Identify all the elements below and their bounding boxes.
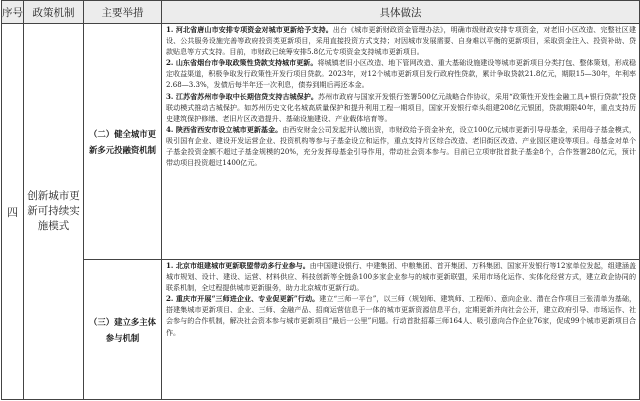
detail-item-body: 苏州市政府与国家开发银行签署500亿元战略合作协议，采用“政策性开发性金融工具+银行贷款”投贷联动模式推动古城保护。如苏州历史文化名城高质量保护和提升利用工程一期项目，国家开发银行牵头组建208亿元银团，贷款期限40年，重点支持历史建筑保护修缮、老旧片区改造提升、基础设施建设、产业载体培育等。 [166, 91, 637, 123]
detail-item-title: 2. 山东省烟台市争取政策性贷款支持城市更新。 [166, 58, 318, 68]
table-row [2, 260, 640, 400]
measure-multi-party: （三）建立多主体参与机制 [84, 260, 162, 400]
policy-mechanism: 创新城市更新可持续实施模式 [24, 24, 84, 400]
detail-item-body: 将城镇老旧小区改造、地下管网改造、重大基础设施建设等城市更新项目分类打包、整体策划，形成稳定收益渠道，积极争取发行政策性开发行项目贷款。2023年，对12个城市更新项目发行政府性贷款，累计争取贷款21.8亿元，期限15—30年，年利率2.68—3.3%，发债后每半年还一次利息，债券到期后再还本金。 [166, 58, 636, 90]
detail-item-title: 1. 河北省唐山市安排专项资金对城市更新给予支持。 [166, 25, 333, 34]
detail-item-title: 4. 陕西省西安市设立城市更新基金。 [166, 124, 283, 134]
detail-item-title: 2. 重庆市开展“三师进企业、专业促更新”行动。 [166, 294, 320, 304]
detail-item-title: 3. 江苏省苏州市争取中长期信贷支持古城保护。 [166, 91, 318, 101]
detail-item [166, 260, 636, 293]
detail-item [166, 124, 636, 168]
header-detail: 具体做法 [162, 1, 640, 24]
detail-item-title: 1. 北京市组建城市更新联盟带动多行业参与。 [166, 261, 310, 270]
table-row [2, 24, 640, 260]
header-no: 序号 [2, 1, 24, 24]
detail-item-body: 由中国建设银行、中建集团、中粮集团、首开集团、万科集团、国家开发银行等12家单位发起，组建涵盖城市规划、设计、建设、运营、材料供应、科技创新等全链条100多家企业参与的城市更新联盟，采用市场化运作、实体化经营方式，建立政企协同的联系机制，全过程提供城市更新服务，助力北京城市更新行动。 [166, 261, 636, 293]
detail-item-body: 由西安财金公司发起并认缴出资，市财政给予资金补充，设立100亿元城市更新引导母基金，采用母子基金模式，吸引国有企业、建设开发运营企业、投资机构等参与子基金设立和运作，重点支持片区综合改造、老旧街区改造、产业园区建设等项目。母基金对单个子基金投资金额不超过子基金规模的20%，充分发挥母基金引导作用，带动社会资本参与。目前已立项审批首批子基金8个，合作签署280亿元，预计带动项目投资超过1400亿元。 [166, 124, 636, 168]
detail-item [166, 91, 636, 124]
table-header-row [2, 1, 640, 24]
detail-item [166, 24, 636, 57]
detail-item-body: 建立“三师一平台”，以三师（规划师、建筑师、工程师）、意向企业、潜在合作项目三张清单为基础，搭建集城市更新项目、企业、三师、金融产品、招商运营信息于一体的城市更新资源信息平台，定期更新并向社会公开，建立政府引导、市场运作、社会参与的合作机制，解决社会资本参与城市更新项目“最后一公里”问题。行动首批招募三师164人、吸引意向合作企业76家，促成99个城市更新项目合作。 [166, 294, 636, 337]
policy-table [1, 0, 640, 400]
measure-financing: （二）健全城市更新多元投融资机制 [84, 24, 162, 260]
detail-multi-party [162, 260, 640, 400]
header-measure: 主要举措 [84, 1, 162, 24]
detail-financing [162, 24, 640, 260]
detail-item [166, 293, 636, 337]
header-mechanism: 政策机制 [24, 1, 84, 24]
row-number: 四 [2, 24, 24, 400]
detail-item-body: 出台《城市更新财政资金管理办法》，明确市级财政安排专项资金，对老旧小区改造、完整社区建设、公共服务设施完善等政府投资类更新项目，采用直接投资方式支持；对因城市发展需要、自身难以平衡的更新项目，采取资金注入、投资补助、贷款贴息等方式支持。目前，市财政已统筹安排5.8亿元专项资金支持城市更新项目。 [166, 25, 636, 57]
detail-item [166, 57, 636, 90]
